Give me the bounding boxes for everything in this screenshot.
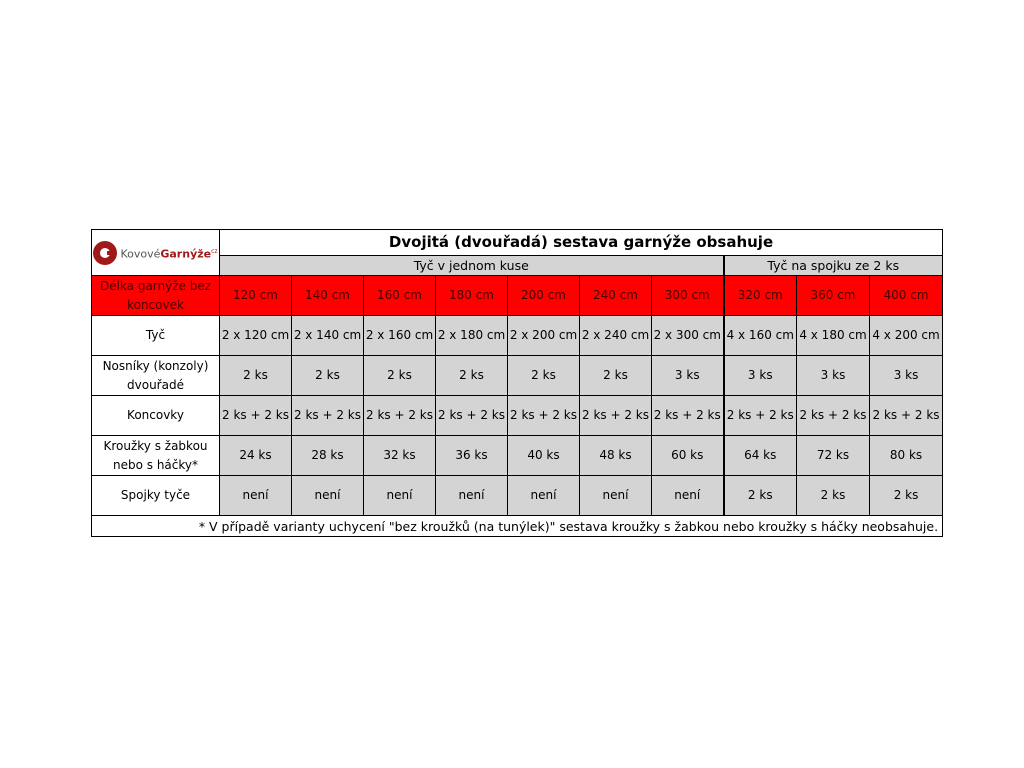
finials-cell: 2 ks + 2 ks (364, 396, 436, 436)
rod-cell: 2 x 240 cm (580, 316, 652, 356)
rings-cell: 28 ks (292, 436, 364, 476)
joints-cell: není (364, 476, 436, 516)
length-cell: 300 cm (652, 276, 724, 316)
rings-cell: 72 ks (797, 436, 870, 476)
table-row-brackets (92, 356, 943, 396)
row-label-rings: Kroužky s žabkou nebo s háčky* (92, 436, 220, 476)
brackets-cell: 3 ks (724, 356, 797, 396)
finials-cell: 2 ks + 2 ks (580, 396, 652, 436)
finials-cell: 2 ks + 2 ks (797, 396, 870, 436)
row-label-brackets: Nosníky (konzoly) dvouřadé (92, 356, 220, 396)
joints-cell: není (436, 476, 508, 516)
rod-cell: 2 x 140 cm (292, 316, 364, 356)
joints-cell: 2 ks (870, 476, 943, 516)
table-row-rings (92, 436, 943, 476)
length-cell: 180 cm (436, 276, 508, 316)
rings-cell: 40 ks (508, 436, 580, 476)
joints-cell: není (580, 476, 652, 516)
finials-cell: 2 ks + 2 ks (652, 396, 724, 436)
rings-cell: 64 ks (724, 436, 797, 476)
logo-mark-icon (93, 241, 117, 265)
joints-cell: není (292, 476, 364, 516)
brackets-cell: 2 ks (508, 356, 580, 396)
row-label-length: Délka garnýže bez koncovek (92, 276, 220, 316)
kovove-garnyze-logo (92, 241, 219, 265)
logo-text: KovovéGarnýže$^{cz}$ (120, 247, 218, 261)
table-title: Dvojitá (dvouřadá) sestava garnýže obsahuje (220, 230, 943, 256)
finials-cell: 2 ks + 2 ks (292, 396, 364, 436)
brackets-cell: 2 ks (436, 356, 508, 396)
finials-cell: 2 ks + 2 ks (220, 396, 292, 436)
kit-contents-table (91, 229, 943, 537)
rod-cell: 4 x 180 cm (797, 316, 870, 356)
row-label-rod: Tyč (92, 316, 220, 356)
finials-cell: 2 ks + 2 ks (870, 396, 943, 436)
group-header-joined-rod: Tyč na spojku ze 2 ks (724, 256, 943, 276)
joints-cell: není (220, 476, 292, 516)
rod-cell: 2 x 160 cm (364, 316, 436, 356)
rod-cell: 2 x 300 cm (652, 316, 724, 356)
rod-cell: 4 x 200 cm (870, 316, 943, 356)
finials-cell: 2 ks + 2 ks (508, 396, 580, 436)
brackets-cell: 2 ks (292, 356, 364, 396)
kit-contents-table-wrapper (91, 229, 942, 537)
length-cell: 120 cm (220, 276, 292, 316)
joints-cell: 2 ks (724, 476, 797, 516)
rings-cell: 48 ks (580, 436, 652, 476)
rod-cell: 2 x 120 cm (220, 316, 292, 356)
rings-cell: 60 ks (652, 436, 724, 476)
brackets-cell: 2 ks (220, 356, 292, 396)
rod-cell: 2 x 180 cm (436, 316, 508, 356)
table-row-rod (92, 316, 943, 356)
finials-cell: 2 ks + 2 ks (724, 396, 797, 436)
row-label-joints: Spojky tyče (92, 476, 220, 516)
brackets-cell: 2 ks (364, 356, 436, 396)
rings-cell: 80 ks (870, 436, 943, 476)
table-row-finials (92, 396, 943, 436)
length-cell: 400 cm (870, 276, 943, 316)
brackets-cell: 3 ks (652, 356, 724, 396)
length-cell: 160 cm (364, 276, 436, 316)
rings-cell: 32 ks (364, 436, 436, 476)
logo-cell (92, 230, 220, 276)
length-cell: 360 cm (797, 276, 870, 316)
joints-cell: není (508, 476, 580, 516)
joints-cell: 2 ks (797, 476, 870, 516)
table-row-joints (92, 476, 943, 516)
row-label-finials: Koncovky (92, 396, 220, 436)
rod-cell: 4 x 160 cm (724, 316, 797, 356)
length-cell: 140 cm (292, 276, 364, 316)
length-cell: 240 cm (580, 276, 652, 316)
brackets-cell: 2 ks (580, 356, 652, 396)
brackets-cell: 3 ks (870, 356, 943, 396)
length-cell: 320 cm (724, 276, 797, 316)
length-cell: 200 cm (508, 276, 580, 316)
table-row-length (92, 276, 943, 316)
rings-cell: 36 ks (436, 436, 508, 476)
rings-cell: 24 ks (220, 436, 292, 476)
brackets-cell: 3 ks (797, 356, 870, 396)
rod-cell: 2 x 200 cm (508, 316, 580, 356)
joints-cell: není (652, 476, 724, 516)
footnote: * V případě varianty uchycení "bez kroužků (na tunýlek)" sestava kroužky s žabkou nebo kroužky s háčky neobsahuje. (92, 516, 943, 537)
group-header-single-rod: Tyč v jednom kuse (220, 256, 724, 276)
finials-cell: 2 ks + 2 ks (436, 396, 508, 436)
